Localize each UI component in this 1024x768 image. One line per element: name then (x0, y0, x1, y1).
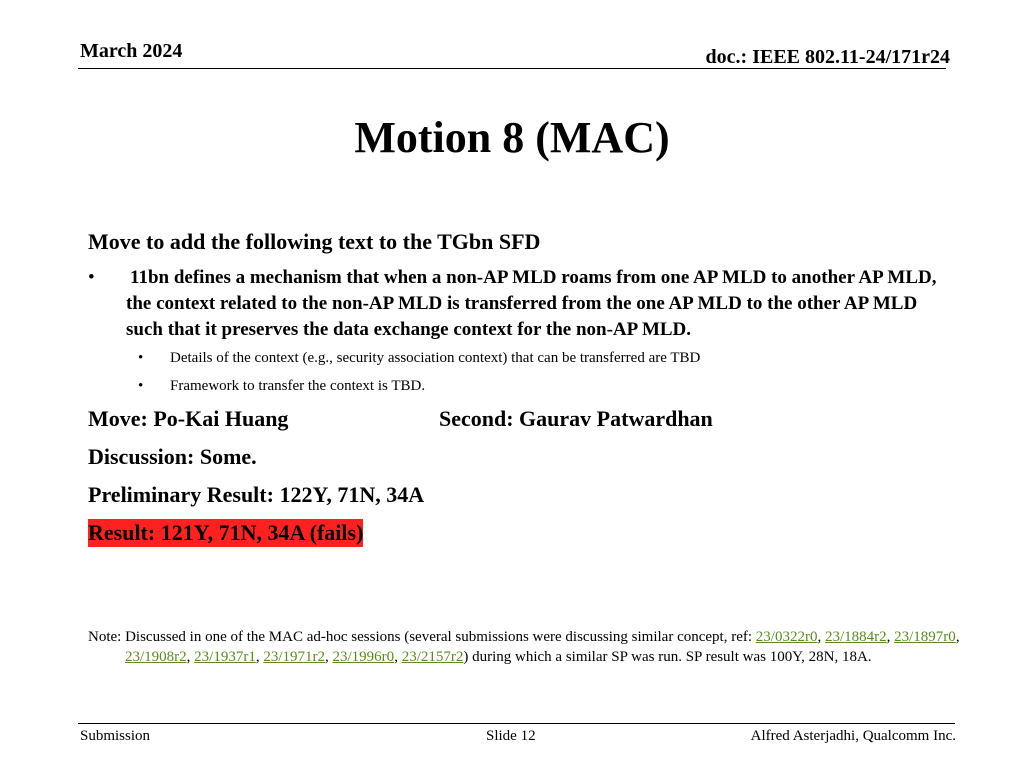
header-date: March 2024 (80, 40, 183, 62)
preliminary-result: Preliminary Result: 122Y, 71N, 34A (88, 482, 425, 507)
header-doc-number: doc.: IEEE 802.11-24/171r24 (705, 46, 950, 68)
slide-title: Motion 8 (MAC) (354, 113, 670, 162)
bullet-icon: • (88, 267, 95, 288)
footer-submission: Submission (80, 728, 151, 744)
seconder: Second: Gaurav Patwardhan (439, 406, 713, 431)
slide-number: Slide 12 (486, 728, 536, 744)
footer-author: Alfred Asterjadhi, Qualcomm Inc. (750, 728, 956, 744)
bullet-icon: • (138, 350, 144, 366)
mover-row (88, 405, 948, 443)
ref-link[interactable]: 23/1996r0 (332, 649, 395, 665)
note: Note: Discussed in one of the MAC ad-hoc sessions (several submissions were discussing similar concept, ref: 23/0322r0, 23/1884r2, 23/1897r0, 23/1908r2, 23/1937r1, 23/1971r2, 23/1996r0, 23/2157r2) during which a similar SP was run. SP result was 100Y, 28N, 18A. (88, 629, 960, 665)
mover: Move: Po-Kai Huang (88, 406, 289, 431)
ref-link[interactable]: 23/1971r2 (263, 649, 326, 665)
motion-text-bullet (88, 265, 956, 343)
ref-link[interactable]: 23/2157r2 (401, 649, 464, 665)
ref-link[interactable]: 23/1937r1 (194, 649, 256, 665)
ref-link[interactable]: 23/1897r0 (894, 629, 956, 645)
sub-bullet-text: Details of the context (e.g., security association context) that can be transferred are TBD (170, 350, 701, 366)
ref-link[interactable]: 23/1884r2 (824, 629, 887, 645)
sub-bullet-framework (88, 377, 948, 395)
footer-divider (78, 723, 955, 724)
sub-bullet-text: Framework to transfer the context is TBD. (170, 378, 426, 394)
motion-text: 11bn defines a mechanism that when a non-AP MLD roams from one AP MLD to another AP MLD, the context related to the non-AP MLD is transferred from the one AP MLD to the other AP MLD such that it preserves the data exchange context for the non-AP MLD. (126, 267, 937, 340)
sub-bullet-details (88, 349, 948, 367)
slide-body (88, 229, 948, 557)
ref-link[interactable]: 23/1908r2 (125, 649, 187, 665)
discussion: Discussion: Some. (88, 444, 257, 469)
note-suffix: ) during which a similar SP was run. SP result was 100Y, 28N, 18A. (463, 649, 872, 665)
motion-lead: Move to add the following text to the TGbn SFD (88, 229, 541, 254)
header-divider (78, 68, 946, 69)
result-row (88, 519, 948, 557)
ref-link[interactable]: 23/0322r0 (755, 629, 818, 645)
final-result: Result: 121Y, 71N, 34A (fails) (88, 520, 364, 545)
bullet-icon: • (138, 378, 144, 394)
note-prefix: Note: Discussed in one of the MAC ad-hoc sessions (several submissions were discussing similar concept, ref: (88, 629, 756, 645)
